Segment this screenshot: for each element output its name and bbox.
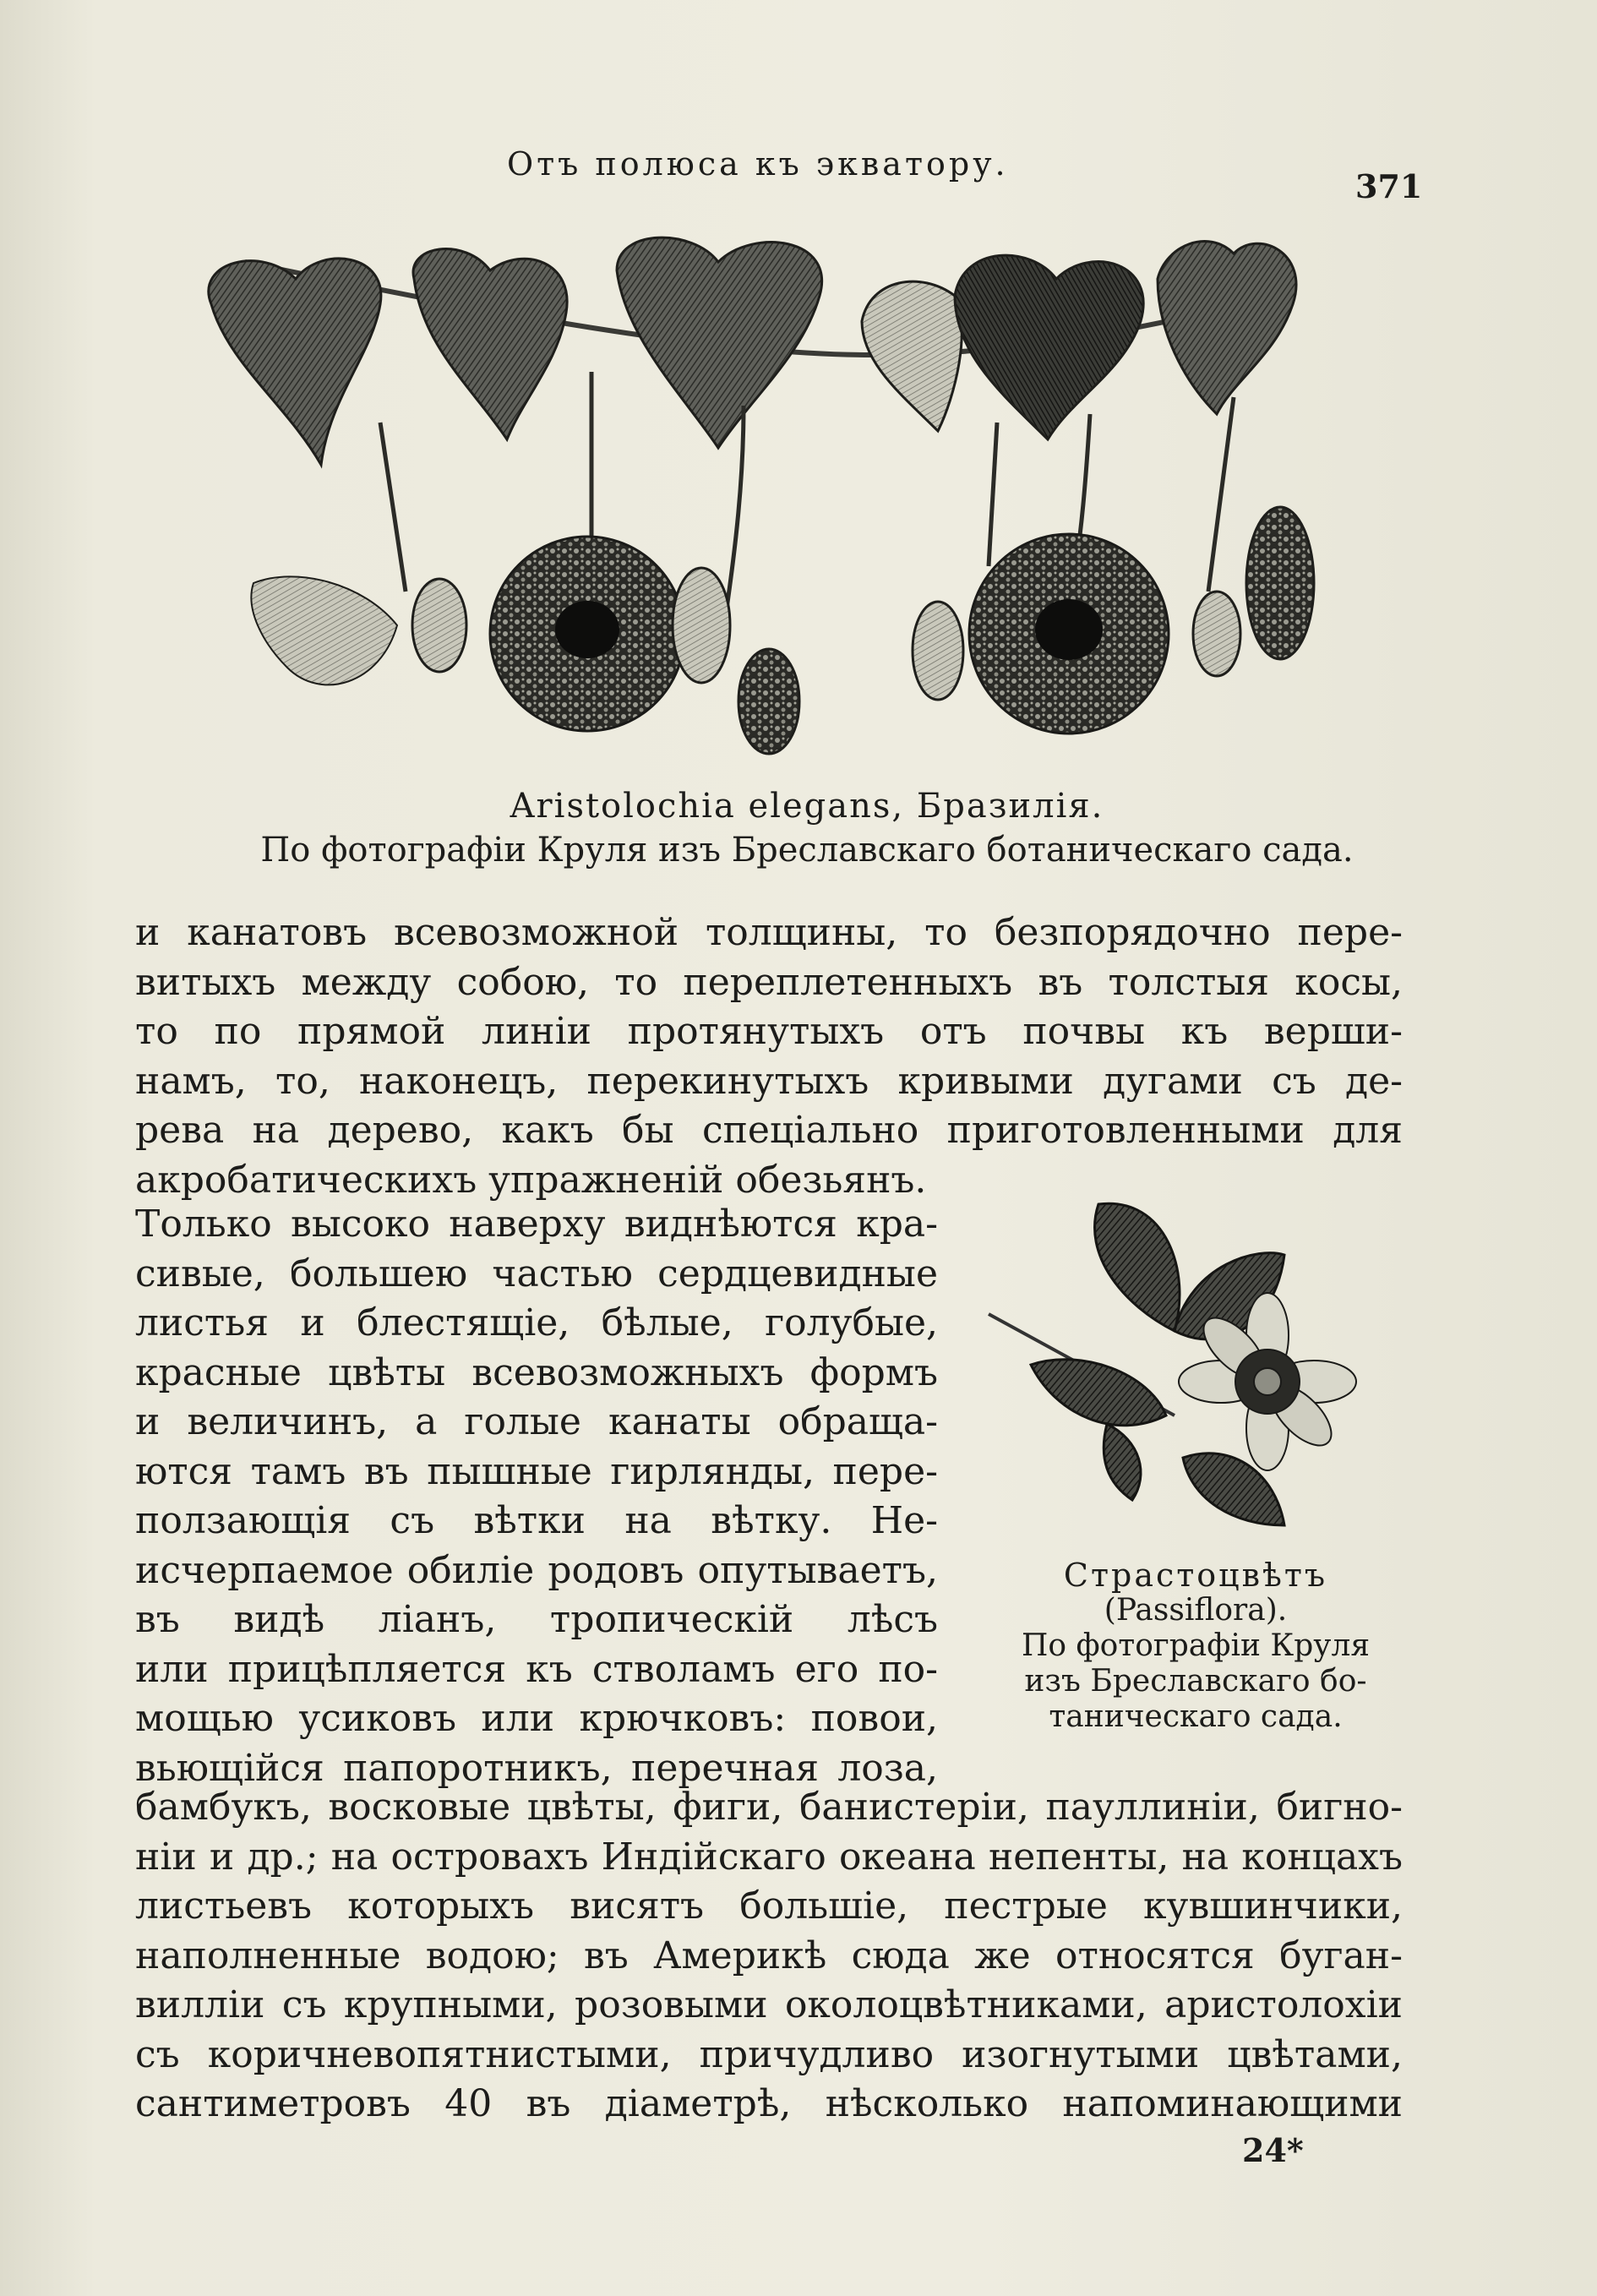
text-line: Только высоко наверху виднѣются кра-: [135, 1203, 938, 1246]
text-line: листьевъ которыхъ висятъ большіе, пестрые кувшинчики,: [135, 1884, 1403, 1928]
aristolochia-illustration: [194, 228, 1318, 769]
passiflora-caption: [972, 1557, 1420, 1735]
passiflora-caption-credit-line: таническаго сада.: [1049, 1699, 1343, 1734]
passiflora-caption-title: Страстоцвѣтъ: [1063, 1557, 1328, 1594]
page-number: 371: [1355, 167, 1423, 205]
figure-caption-title: Aristolochia elegans, Бразилія.: [510, 787, 1104, 826]
text-line: или прицѣпляется къ стволамъ его по-: [135, 1647, 938, 1691]
figure-caption: [135, 784, 1479, 872]
passiflora-caption-latin: (Passiflora).: [1104, 1593, 1288, 1628]
text-line: мощью усиковъ или крючковъ: повои,: [135, 1697, 938, 1740]
text-line: наполненные водою; въ Америкѣ сюда же относятся буган-: [135, 1933, 1403, 1977]
text-line: ются тамъ въ пышные гирлянды, пере-: [135, 1449, 938, 1493]
text-line: и канатовъ всевозможной толщины, то безпорядочно пере-: [135, 911, 1403, 954]
text-line: и величинъ, а голые канаты обраща-: [135, 1400, 938, 1443]
text-line: сивые, большею частью сердцевидные: [135, 1252, 938, 1295]
passiflora-caption-credit-line: изъ Бреславскаго бо-: [1024, 1664, 1367, 1699]
figure-caption-credit: По фотографіи Круля изъ Бреславскаго ботаническаго сада.: [260, 831, 1354, 870]
text-line: вилліи съ крупными, розовыми околоцвѣтниками, аристолохіи: [135, 1983, 1403, 2026]
text-line: акробатическихъ упражненій обезьянъ.: [135, 1158, 927, 1202]
text-line: съ коричневопятнистыми, причудливо изогнутыми цвѣтами,: [135, 2032, 1403, 2076]
text-line: ползающія съ вѣтки на вѣтку. Не-: [135, 1499, 938, 1542]
paragraph-top: [135, 908, 1403, 1205]
text-line: вьющійся папоротникъ, перечная лоза,: [135, 1746, 938, 1790]
text-line: сантиметровъ 40 въ діаметрѣ, нѣсколько напоминающими: [135, 2082, 1403, 2125]
text-line: намъ, то, наконецъ, перекинутыхъ кривыми дугами съ де-: [135, 1059, 1403, 1103]
text-line: исчерпаемое обиліе родовъ опутываетъ,: [135, 1548, 938, 1592]
text-line: то по прямой линіи протянутыхъ отъ почвы къ верши-: [135, 1010, 1403, 1053]
running-title: Отъ полюса къ экватору.: [507, 145, 1009, 183]
passiflora-caption-credit-line: По фотографіи Круля: [1021, 1628, 1371, 1663]
text-line: красные цвѣты всевозможныхъ формъ: [135, 1350, 938, 1394]
text-line: въ видѣ ліанъ, тропическій лѣсъ: [135, 1598, 938, 1641]
paragraph-beside-figure: [135, 1200, 938, 1793]
paragraph-bottom: [135, 1783, 1403, 2130]
text-line: витыхъ между собою, то переплетенныхъ въ толстыя косы,: [135, 960, 1403, 1004]
signature-mark: 24*: [1242, 2131, 1304, 2169]
text-line: бамбукъ, восковые цвѣты, фиги, банистеріи, пауллиніи, бигно-: [135, 1786, 1403, 1829]
text-line: ніи и др.; на островахъ Индійскаго океана непенты, на концахъ: [135, 1835, 1403, 1879]
text-line: листья и блестящіе, бѣлые, голубые,: [135, 1301, 938, 1344]
text-line: рева на дерево, какъ бы спеціально приготовленными для: [135, 1109, 1403, 1152]
passiflora-illustration: [980, 1187, 1403, 1534]
